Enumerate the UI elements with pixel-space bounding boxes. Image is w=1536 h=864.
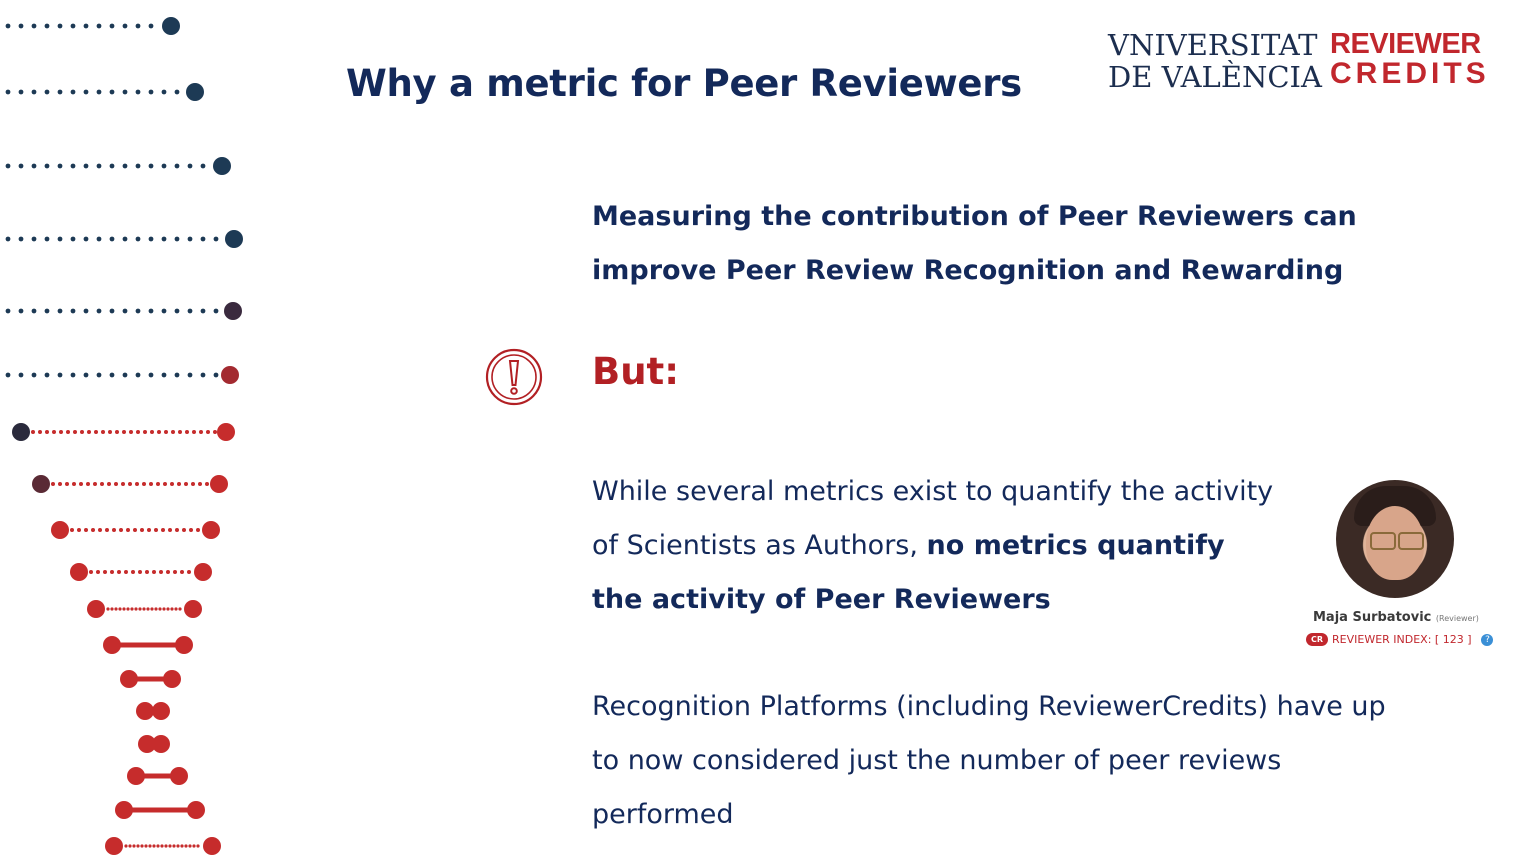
cr-badge-icon: CR (1306, 633, 1328, 646)
dotted-lines-decoration (0, 0, 280, 864)
dotted-line-2 (6, 83, 204, 101)
dotted-line-4 (6, 230, 243, 248)
dotted-line-9 (51, 521, 220, 539)
dotted-line-1 (6, 17, 180, 35)
reviewer-avatar (1336, 480, 1454, 598)
but-heading: But: (592, 350, 680, 393)
dotted-line-3 (6, 157, 231, 175)
intro-statement: Measuring the contribution of Peer Reviewers can improve Peer Review Recognition and Rewarding (592, 201, 1357, 286)
reviewer-index-row (1306, 633, 1493, 646)
reviewer-index-text: REVIEWER INDEX: [ 123 ] (1332, 633, 1472, 646)
dotted-line-18 (105, 837, 221, 855)
paragraph1-bold-text: no metrics quantify the activity of Peer Reviewers (592, 530, 1225, 615)
dotted-line-16 (127, 767, 188, 785)
dotted-line-5 (6, 302, 242, 320)
dotted-line-15 (138, 735, 170, 753)
dotted-line-11 (87, 600, 202, 618)
dotted-line-6 (6, 366, 239, 384)
dotted-line-10 (70, 563, 212, 581)
university-logo (1108, 28, 1322, 98)
dotted-line-17 (115, 801, 205, 819)
dotted-line-14 (136, 702, 170, 720)
reviewer-name-text: Maja Surbatovic (1313, 610, 1432, 625)
dotted-line-7 (12, 423, 235, 441)
university-logo-line2: DE VALÈNCIA (1108, 60, 1322, 94)
paragraph1-normal-text: While several metrics exist to quantify the activity of Scientists as Authors, (592, 476, 1274, 561)
slide-title: Why a metric for Peer Reviewers (346, 62, 1022, 105)
dotted-line-13 (120, 670, 181, 688)
rc-logo-line1: REVIEWER (1330, 28, 1481, 60)
reviewer-role: (Reviewer) (1435, 614, 1479, 623)
paragraph-recognition-platforms: Recognition Platforms (including ReviewerCredits) have up to now considered just the number of peer reviews performed (592, 691, 1386, 830)
paragraph-authors-metrics (592, 465, 1282, 627)
reviewercredits-logo (1330, 29, 1510, 89)
alert-icon (484, 347, 544, 407)
university-logo-line1: VNIVERSITAT (1108, 28, 1318, 62)
reviewer-name (1313, 610, 1479, 625)
dotted-line-12 (103, 636, 193, 654)
dotted-line-8 (32, 475, 228, 493)
rc-logo-line2: CREDITS (1330, 57, 1490, 90)
help-icon[interactable]: ? (1481, 634, 1493, 646)
